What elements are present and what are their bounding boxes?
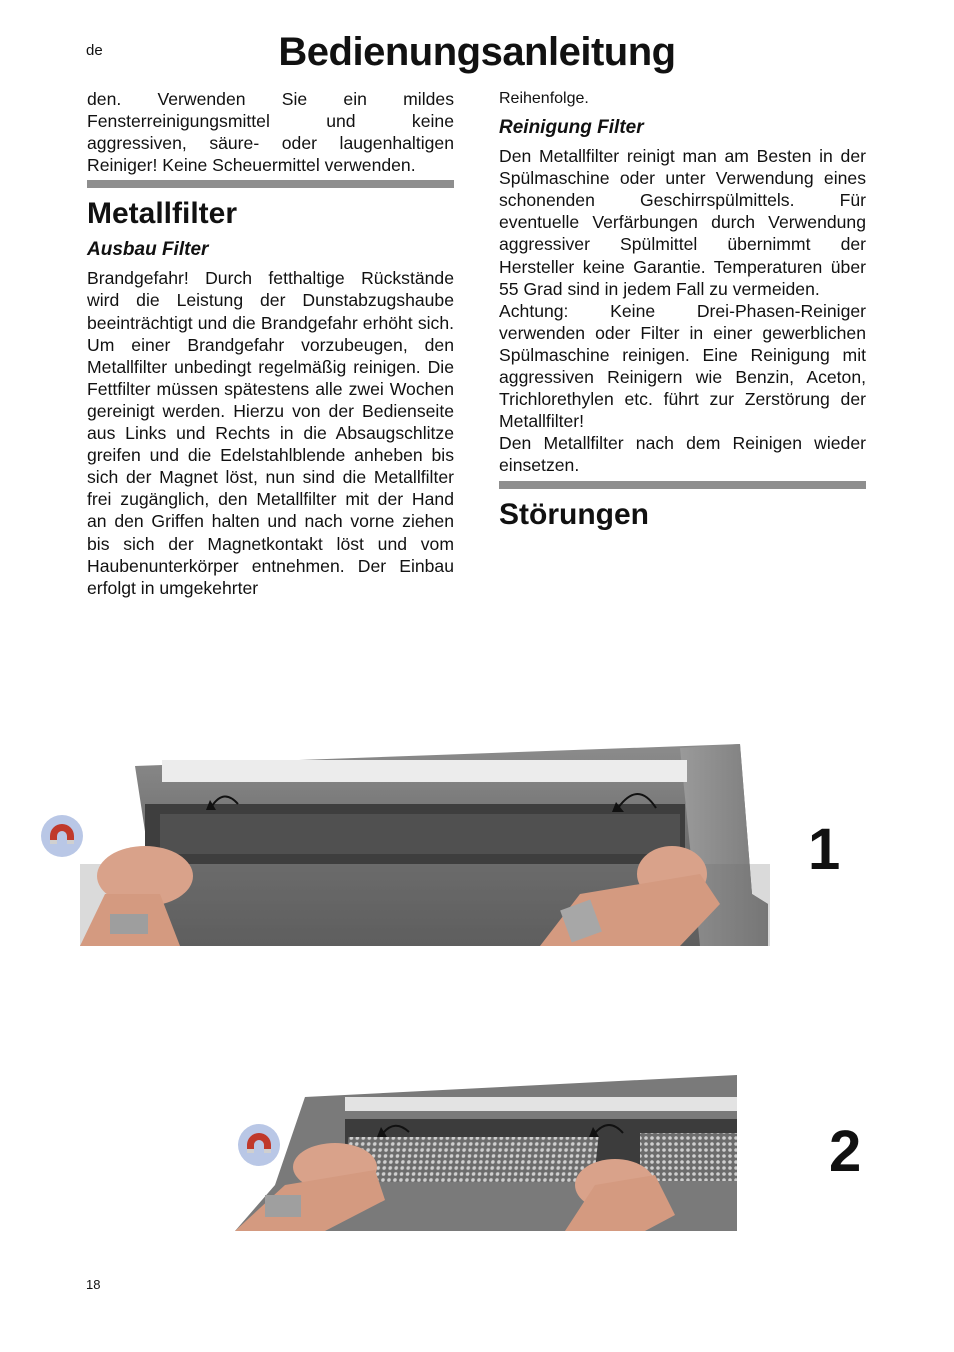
magnet-icon (238, 1124, 280, 1166)
figure-2-photo (235, 1075, 737, 1231)
language-code: de (86, 42, 103, 59)
subsection-title-ausbau: Ausbau Filter (87, 239, 209, 261)
right-column (499, 88, 866, 539)
ausbau-paragraph: Brandgefahr! Durch fetthaltige Rückstände wird die Leistung der Dunstabzugshaube beeinträchtigt und die Brandgefahr erhöht sich. Um einer Brandgefahr vorzubeugen, den Metallfilter unbedingt regelmäßig reinigen. Die Fettfilter müssen spätestens alle zwei Wochen gereinigt werden. Hierzu von der Bedienseite aus Links und Rechts in die Absaugschlitze greifen und die Edelstahlblende anheben bis sich der Magnet löst, nun sind die Metallfilter frei zugänglich, den Metallfilter mit der Hand an den Griffen halten und nach vorne ziehen bis sich der Magnetkontakt löst und vom Haubenunterkörper entnehmen. Der Einbau erfolgt in umgekehrter (87, 268, 454, 598)
section-title-stoerungen: Störungen (499, 497, 649, 531)
magnet-icon (41, 815, 83, 857)
reinigung-paragraph-2: Achtung: Keine Drei-Phasen-Reiniger verwenden oder Filter in einer gewerblichen Spülmaschine reinigen. Eine Reinigung mit aggressiven Reinigern wie Benzin, Aceton, Trichlorethylen etc. führt zur Zerstörung der Metallfilter! (499, 300, 866, 432)
page-number: 18 (86, 1277, 101, 1292)
section-title-metallfilter: Metallfilter (87, 197, 238, 231)
intro-paragraph: den. Verwenden Sie ein mildes Fensterreinigungsmittel und keine aggressiven, säure- oder laugenhaltigen Reiniger! Keine Scheuermittel verwenden. (87, 89, 454, 176)
section-divider (87, 180, 454, 188)
page-title: Bedienungsanleitung (278, 30, 676, 74)
figure-2-number: 2 (829, 1119, 862, 1184)
reinigung-paragraph-1: Den Metallfilter reinigt man am Besten in der Spülmaschine oder unter Verwendung eines schonenden Geschirrspülmittels. Für eventuelle Verfärbungen durch Verwendung aggressiver Spülmittel übernimmt der Hersteller keine Garantie. Temperaturen über 55 Grad sind in jedem Fall zu vermeiden. (499, 146, 866, 299)
section-divider (499, 481, 866, 489)
subsection-title-reinigung: Reinigung Filter (499, 117, 644, 139)
reinigung-paragraph-3: Den Metallfilter nach dem Reinigen wieder einsetzen. (499, 433, 866, 476)
continuation-text: Reihenfolge. (499, 90, 589, 107)
figure-1-number: 1 (808, 817, 841, 882)
figure-1-photo (40, 744, 770, 946)
left-column (87, 88, 454, 599)
